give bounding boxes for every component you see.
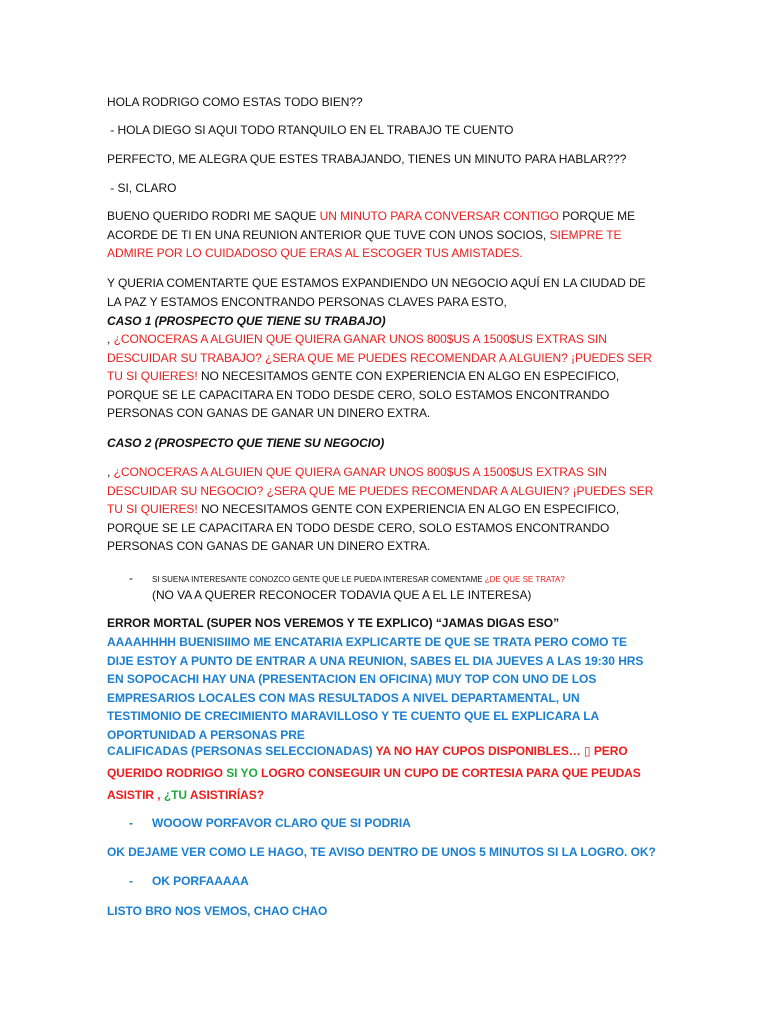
bullet-ok-text: OK PORFAAAAA — [152, 874, 249, 888]
caso-1-paragraph — [107, 330, 662, 423]
caso-1-rest: NO NECESITAMOS GENTE CON EXPERIENCIA EN ALGO EN ESPECIFICO, PORQUE SE LE CAPACITARA EN TODO DESDE CERO, SOLO ESTAMOS ENCONTRANDO PERSONAS CON GANAS DE GANAR UN DINERO EXTRA. — [107, 369, 620, 420]
blue-paragraph-2 — [107, 740, 657, 806]
caso-1-lead: , — [107, 332, 114, 346]
blue-paragraph-3: OK DEJAME VER COMO LE HAGO, TE AVISO DENTRO DE UNOS 5 MINUTOS SI LA LOGRO. OK? — [107, 845, 656, 859]
intro-text-b: UN MINUTO PARA CONVERSAR CONTIGO — [319, 209, 559, 223]
blue2-b: YA NO HAY CUPOS DISPONIBLES… ▯ PERO QUERIDO RODRIGO — [107, 744, 628, 780]
caso-1-red: ¿CONOCERAS A ALGUIEN QUE QUIERA GANAR UNOS 800$US A 1500$US EXTRAS SIN DESCUIDAR SU TRABAJO? ¿SERA QUE ME PUEDES RECOMENDAR A ALGUIEN? ¡PUEDES SER TU SI QUIERES! — [107, 332, 652, 383]
business-paragraph: Y QUERIA COMENTARTE QUE ESTAMOS EXPANDIENDO UN NEGOCIO AQUÍ EN LA CIUDAD DE LA PAZ Y ESTAMOS ENCONTRANDO PERSONAS CLAVES PARA ESTO, — [107, 276, 646, 309]
bullet-note: (NO VA A QUERER RECONOCER TODAVIA QUE A EL LE INTERESA) — [152, 588, 532, 602]
bullet-wooow — [107, 814, 667, 833]
blue2-e: ¿TU — [163, 788, 188, 802]
bullet-dash: - — [129, 571, 133, 585]
intro-text-c: PORQUE ME ACORDE DE TI EN UNA REUNION ANTERIOR QUE TUVE CON UNOS SOCIOS, — [107, 209, 636, 242]
reply-line-1: - HOLA DIEGO SI AQUI TODO RTANQUILO EN EL TRABAJO TE CUENTO — [107, 123, 514, 137]
intro-paragraph — [107, 207, 652, 263]
bullet-prospect-reply — [107, 569, 667, 587]
bullet-dash: - — [129, 874, 133, 888]
blue2-c: SI YO — [226, 766, 258, 780]
bullet-ok — [107, 872, 667, 891]
blue-paragraph-1: AAAAHHHH BUENISIIMO ME ENCATARIA EXPLICARTE DE QUE SE TRATA PERO COMO TE DIJE ESTOY A PUNTO DE ENTRAR A UNA REUNION, SABES EL DIA JUEVES A LAS 19:30 HRS EN SOPOCACHI HAY UNA (PRESENTACION EN OFICINA) MUY TOP CON UNO DE LOS EMPRESARIOS LOCALES CON MAS RESULTADOS A NIVEL DEPARTAMENTAL, UN TESTIMONIO DE CRECIMIENTO MARAVILLOSO Y TE CUENTO QUE EL EXPLICARA LA OPORTUNIDAD A PERSONAS PRE — [107, 635, 644, 742]
caso-2-lead: , — [107, 465, 114, 479]
error-title: ERROR MORTAL (SUPER NOS VEREMOS Y TE EXPLICO) “JAMAS DIGAS ESO” — [107, 616, 560, 630]
blue2-f: ASISTIRÍAS? — [187, 788, 264, 802]
bullet-dash: - — [129, 816, 133, 830]
reply-line-2: - SI, CLARO — [107, 181, 177, 195]
greeting-line: HOLA RODRIGO COMO ESTAS TODO BIEN?? — [107, 95, 363, 109]
intro-text-d: SIEMPRE TE ADMIRE POR LO CUIDADOSO QUE ERAS AL ESCOGER TUS AMISTADES. — [107, 227, 622, 260]
blue2-a: CALIFICADAS (PERSONAS SELECCIONADAS) — [107, 744, 376, 758]
caso-1-title: CASO 1 (PROSPECTO QUE TIENE SU TRABAJO) — [107, 314, 386, 328]
caso-2-paragraph — [107, 463, 662, 556]
question-line: PERFECTO, ME ALEGRA QUE ESTES TRABAJANDO, TIENES UN MINUTO PARA HABLAR??? — [107, 152, 627, 166]
bullet-small-text: SI SUENA INTERESANTE CONOZCO GENTE QUE LE PUEDA INTERESAR COMENTAME — [152, 575, 485, 584]
caso-2-red: ¿CONOCERAS A ALGUIEN QUE QUIERA GANAR UNOS 800$US A 1500$US EXTRAS SIN DESCUIDAR SU NEGOCIO? ¿SERA QUE ME PUEDES RECOMENDAR A ALGUIEN? ¡PUEDES SER TU SI QUIERES! — [107, 465, 654, 516]
bullet-wooow-text: WOOOW PORFAVOR CLARO QUE SI PODRIA — [152, 816, 411, 830]
caso-2-rest: NO NECESITAMOS GENTE CON EXPERIENCIA EN ALGO EN ESPECIFICO, PORQUE SE LE CAPACITARA EN TODO DESDE CERO, SOLO ESTAMOS ENCONTRANDO PERSONAS CON GANAS DE GANAR UN DINERO EXTRA. — [107, 502, 620, 553]
caso-2-title: CASO 2 (PROSPECTO QUE TIENE SU NEGOCIO) — [107, 436, 385, 450]
blue2-d: LOGRO CONSEGUIR UN CUPO DE CORTESIA PARA QUE PEUDAS ASISTIR , — [107, 766, 641, 802]
bullet-small-red: ¿DE QUE SE TRATA? — [484, 575, 565, 584]
intro-text-a: BUENO QUERIDO RODRI ME SAQUE — [107, 209, 320, 223]
blue-paragraph-4: LISTO BRO NOS VEMOS, CHAO CHAO — [107, 904, 328, 918]
